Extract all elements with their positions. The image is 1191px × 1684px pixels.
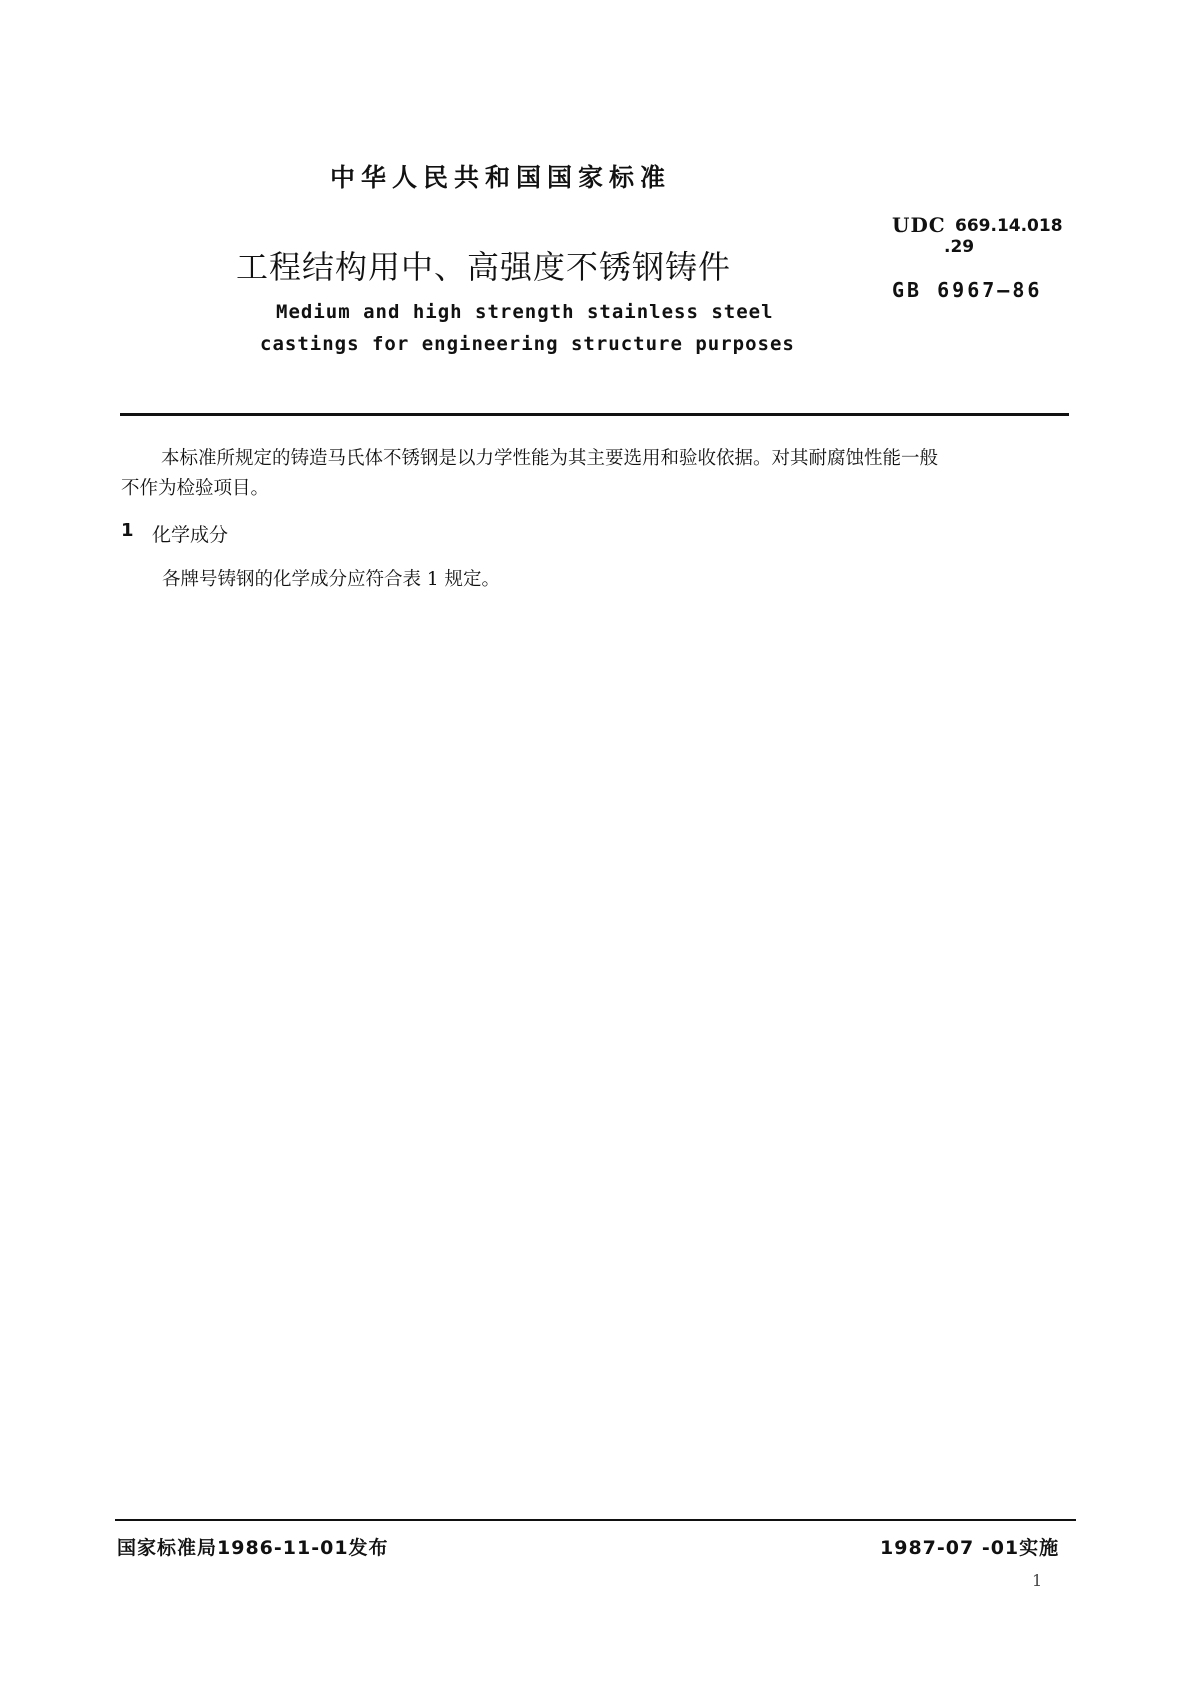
section-1-paragraph: 各牌号铸钢的化学成分应符合表 1 规定。 [162,569,501,590]
issue-date: 国家标准局1986-11-01发布 [117,1537,389,1559]
document-title-english-line-2: castings for engineering structure purposes [260,333,795,355]
intro-paragraph-line-2: 不作为检验项目。 [121,478,270,499]
document-title-chinese: 工程结构用中、高强度不锈钢铸件 [236,248,732,286]
section-1-heading: 化学成分 [152,524,229,546]
page-number: 1 [1032,1571,1043,1590]
intro-paragraph-line-1: 本标准所规定的铸造马氏体不锈钢是以力学性能为其主要选用和验收依据。对其耐腐蚀性能一般 [161,448,939,469]
gb-standard-number: GB 6967—86 [892,278,1043,302]
implementation-date: 1987-07 -01实施 [880,1537,1060,1559]
udc-code-continuation: .29 [944,237,975,257]
udc-label: UDC [892,213,946,237]
section-1-number: 1 [121,520,134,541]
udc-code: 669.14.018 [955,216,1063,236]
national-standard-title: 中华人民共和国国家标准 [330,163,672,192]
document-title-english-line-1: Medium and high strength stainless steel [276,301,774,323]
header-divider [120,413,1069,416]
footer-divider [115,1519,1076,1521]
